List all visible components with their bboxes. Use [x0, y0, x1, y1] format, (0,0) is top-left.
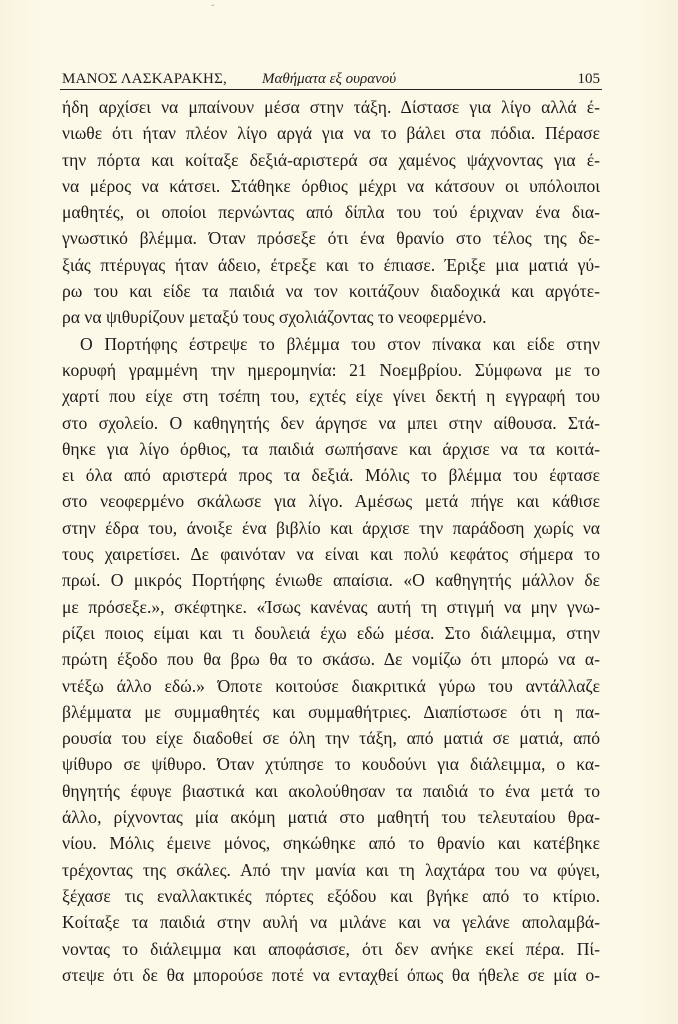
text-line: ρουσία του είχε διαδοθεί σε όλη την τάξη, από ματιά σε ματιά, από: [62, 728, 600, 749]
text-line: βλέμματα με συμμαθητές και συμμαθήτριες. Διαπίστωσε ότι η πα-: [62, 701, 600, 722]
text-line: να μέρος να κάτσει. Στάθηκε όρθιος μέχρι να κάτσουν οι υπόλοιποι: [62, 175, 600, 196]
body-text: [62, 94, 600, 988]
text-line: στο σχολείο. Ο καθηγητής δεν άργησε να μπει στην αίθουσα. Στά-: [62, 412, 600, 433]
text-line: ρίζει ποιος είμαι και τι δουλειά έχω εδώ μέσα. Στο διάλειμμα, στην: [62, 622, 600, 643]
text-line: κορυφή γραμμένη την ημερομηνία: 21 Νοεμβρίου. Σύμφωνα με το: [62, 359, 600, 380]
text-line: τρέχοντας της σκάλες. Από την μανία και τη λαχτάρα του να φύγει,: [62, 859, 600, 880]
text-line: ρω του και είδε τα παιδιά να τον κοιτάζουν διαδοχικά και αργότε-: [62, 281, 600, 302]
text-line: Κοίταξε τα παιδιά στην αυλή να μιλάνε και να γελάνε απολαμβά-: [62, 912, 600, 933]
scan-mark: ˇ: [211, 4, 215, 15]
header-rule: [60, 89, 602, 90]
text-line: γνωστικό βλέμμα. Όταν πρόσεξε ότι ένα θρανίο στο τέλος της δε-: [62, 228, 600, 249]
text-line: ξιάς πτέρυγας ήταν άδειο, έτρεξε και το έπιασε. Έριξε μια ματιά γύ-: [62, 254, 600, 275]
text-line: στεψε ότι δε θα μπορούσε ποτέ να ενταχθεί όπως θα ήθελε σε μία ο-: [62, 964, 600, 985]
text-line: πρώτη έξοδο που θα βρω θα το σκάσω. Δε νομίζω ότι μπορώ να α-: [62, 649, 600, 670]
text-line: ει όλα από αριστερά προς τα δεξιά. Μόλις το βλέμμα του έφτασε: [62, 465, 600, 486]
text-line: νοντας το διάλειμμα και αποφάσισε, ότι δεν ανήκε εκεί πέρα. Πί-: [62, 938, 600, 959]
text-line: την πόρτα και κοίταξε δεξιά-αριστερά σα χαμένος ψάχνοντας για έ-: [62, 149, 600, 170]
text-line: ντέξω άλλο εδώ.» Όποτε κοιτούσε διακριτικά γύρω του αντάλλαζε: [62, 675, 600, 696]
text-line: στο νεοφερμένο σκάλωσε για λίγο. Αμέσως μετά πήγε και κάθισε: [62, 491, 600, 512]
text-line: νιωθε ότι ήταν πλέον λίγο αργά για να το βάλει στα πόδια. Πέρασε: [62, 123, 600, 144]
text-line: μαθητές, οι οποίοι περνώντας από δίπλα του τού έριχναν ένα δια-: [62, 202, 600, 223]
text-line: με πρόσεξε.», σκέφτηκε. «Ίσως κανένας αυτή τη στιγμή να μην γνω-: [62, 596, 600, 617]
text-line: ξέχασε τις εναλλακτικές πόρτες εξόδου και βγήκε από το κτίριο.: [62, 885, 600, 906]
text-line: χαρτί που είχε στη τσέπη του, εχτές είχε γίνει δεκτή η εγγραφή του: [62, 386, 600, 407]
text-line: ψίθυρο σε ψίθυρο. Όταν χτύπησε το κουδούνι για διάλειμμα, ο κα-: [62, 754, 600, 775]
text-line: θηγητής έφυγε βιαστικά και ακολούθησαν τα παιδιά το ένα μετά το: [62, 780, 600, 801]
text-line: Ο Πορτήφης έστρεψε το βλέμμα του στον πίνακα και είδε στην: [80, 333, 600, 354]
text-line: θηκε για λίγο όρθιος, τα παιδιά σωπήσανε και άρχισε να τα κοιτά-: [62, 438, 600, 459]
text-line: ήδη αρχίσει να μπαίνουν μέσα στην τάξη. Δίστασε για λίγο αλλά έ-: [62, 97, 600, 117]
running-header: [62, 68, 600, 90]
text-line: τους χαιρετίσει. Δε φαινόταν να είναι και πολύ κεφάτος σήμερα το: [62, 544, 600, 565]
text-line: πρωί. Ο μικρός Πορτήφης ένιωθε απαίσια. «Ο καθηγητής μάλλον δε: [62, 570, 600, 591]
text-line: νίου. Μόλις έμεινε μόνος, σηκώθηκε από το θρανίο και κατέβηκε: [62, 833, 600, 854]
text-line: ρα να ψιθυρίζουν μεταξύ τους σχολιάζοντας το νεοφερμένο.: [62, 307, 487, 328]
header-title: Μαθήματα εξ ουρανού: [262, 71, 397, 87]
header-author: ΜΑΝΟΣ ΛΑΣΚΑΡΑΚΗΣ,: [62, 71, 227, 87]
text-line: στην έδρα του, άνοιξε ένα βιβλίο και άρχισε την παράδοση χωρίς να: [62, 517, 600, 538]
page-number: 105: [577, 71, 600, 87]
text-line: άλλο, ρίχνοντας μία ακόμη ματιά στο μαθητή του τελευταίου θρα-: [62, 807, 600, 828]
